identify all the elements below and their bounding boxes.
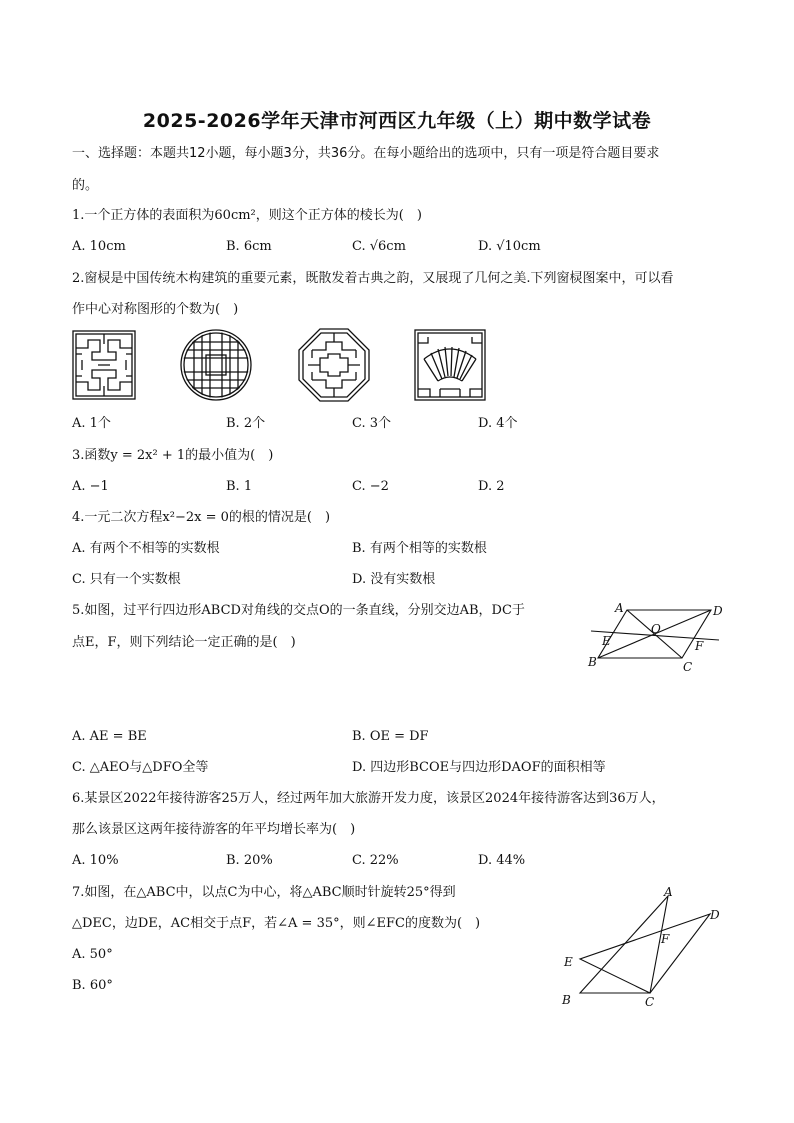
q5-label-d: D [713, 604, 723, 618]
q1-option-a: A. 10cm [72, 239, 126, 254]
octagon-lattice-window-figure [298, 328, 370, 402]
q5-label-e: E [602, 634, 611, 648]
q7-label-f: F [661, 932, 670, 946]
q3-option-c: C. −2 [352, 479, 389, 494]
section-header-line1: 一、选择题：本题共12小题，每小题3分，共36分。在每小题给出的选项中，只有一项是符合题目要求 [72, 146, 660, 161]
question-2-stem-line2: 作中心对称图形的个数为( ) [72, 302, 239, 317]
rotated-triangle-figure [558, 886, 728, 1012]
q5-option-b: B. OE = DF [352, 729, 429, 744]
q5-label-c: C [683, 660, 693, 674]
q7-label-b: B [562, 993, 571, 1007]
q6-option-a: A. 10% [72, 853, 119, 868]
section-header-line2: 的。 [72, 178, 99, 193]
q6-option-d: D. 44% [478, 853, 526, 868]
square-lattice-window-figure [72, 330, 136, 400]
q6-option-c: C. 22% [352, 853, 399, 868]
question-7-stem-line1: 7.如图，在△ABC中，以点C为中心，将△ABC顺时针旋转25°得到 [72, 885, 456, 900]
question-6-stem-line2: 那么该景区这两年接待游客的年平均增长率为( ) [72, 822, 356, 837]
q5-label-o: O [651, 622, 661, 636]
q2-option-c: C. 3个 [352, 416, 392, 431]
fan-lattice-window-figure [414, 329, 486, 401]
q7-label-e: E [564, 955, 573, 969]
q2-option-b: B. 2个 [226, 416, 266, 431]
round-lattice-window-figure [180, 328, 252, 402]
q6-option-b: B. 20% [226, 853, 273, 868]
question-4-stem: 4.一元二次方程x²−2x = 0的根的情况是( ) [72, 510, 331, 525]
question-3-stem: 3.函数y = 2x² + 1的最小值为( ) [72, 448, 274, 463]
q5-label-a: A [615, 601, 624, 615]
q5-label-f: F [695, 639, 704, 653]
q4-option-a: A. 有两个不相等的实数根 [72, 541, 220, 556]
q5-option-d: D. 四边形BCOE与四边形DAOF的面积相等 [352, 760, 606, 775]
question-2-stem-line1: 2.窗棂是中国传统木构建筑的重要元素，既散发着古典之韵，又展现了几何之美.下列窗棂图案中，可以看 [72, 271, 674, 286]
exam-title: 2025-2026学年天津市河西区九年级（上）期中数学试卷 [142, 110, 652, 132]
q4-option-b: B. 有两个相等的实数根 [352, 541, 487, 556]
question-5-stem-line2: 点E，F，则下列结论一定正确的是( ) [72, 635, 296, 650]
q7-label-c: C [645, 995, 655, 1009]
q7-option-a: A. 50° [72, 947, 113, 962]
q7-label-d: D [710, 908, 720, 922]
q5-option-a: A. AE = BE [72, 729, 147, 744]
q5-option-c: C. △AEO与△DFO全等 [72, 760, 209, 775]
q3-option-a: A. −1 [72, 479, 109, 494]
question-6-stem-line1: 6.某景区2022年接待游客25万人，经过两年加大旅游开发力度，该景区2024年接待游客达到36万人， [72, 791, 665, 806]
q1-option-b: B. 6cm [226, 239, 272, 254]
q4-option-d: D. 没有实数根 [352, 572, 436, 587]
q7-option-b: B. 60° [72, 978, 113, 993]
question-1-stem: 1.一个正方体的表面积为60cm²，则这个正方体的棱长为( ) [72, 208, 422, 223]
q2-option-d: D. 4个 [478, 416, 518, 431]
q2-option-a: A. 1个 [72, 416, 111, 431]
question-7-stem-line2: △DEC，边DE，AC相交于点F，若∠A = 35°，则∠EFC的度数为( ) [72, 916, 481, 931]
q3-option-d: D. 2 [478, 479, 505, 494]
q3-option-b: B. 1 [226, 479, 253, 494]
q4-option-c: C. 只有一个实数根 [72, 572, 181, 587]
q1-option-d: D. √10cm [478, 239, 541, 254]
q1-option-c: C. √6cm [352, 239, 406, 254]
q7-label-a: A [664, 885, 673, 899]
q5-label-b: B [588, 655, 597, 669]
question-5-stem-line1: 5.如图，过平行四边形ABCD对角线的交点O的一条直线，分别交边AB，DC于 [72, 603, 525, 618]
parallelogram-figure [585, 598, 725, 678]
